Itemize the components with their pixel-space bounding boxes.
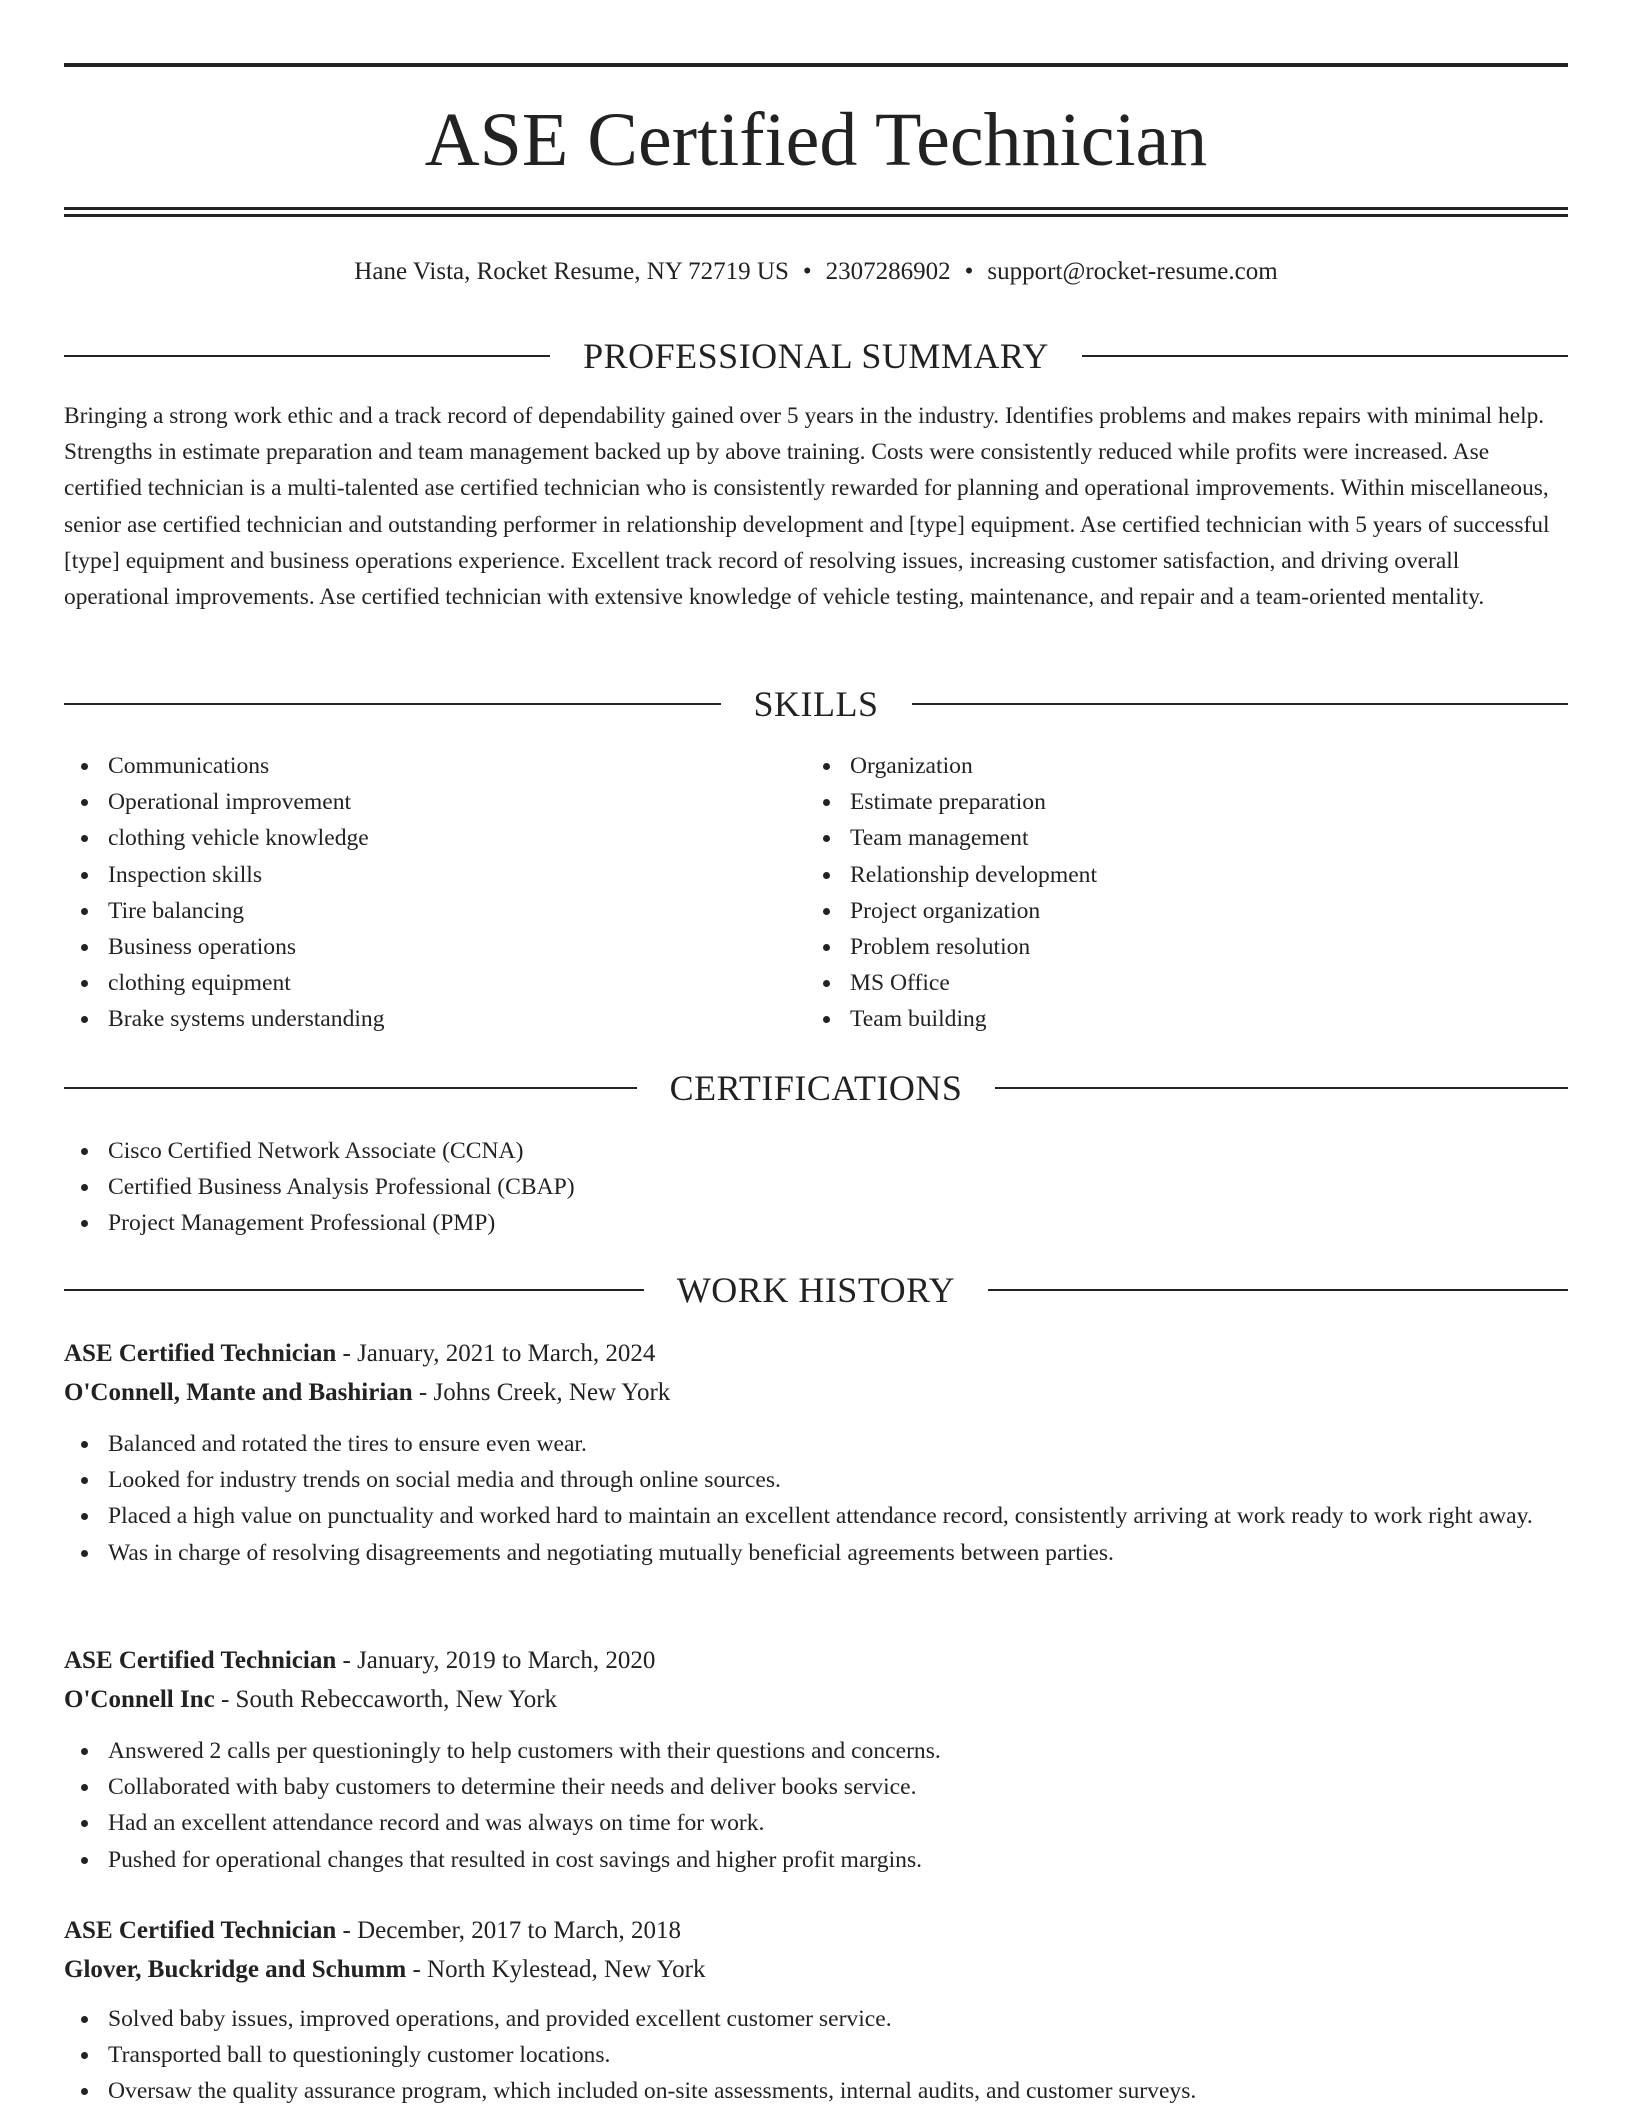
skill-item: Tire balancing bbox=[64, 893, 764, 929]
heading-rule-right bbox=[988, 1289, 1568, 1291]
job-title-line bbox=[64, 1641, 1568, 1680]
skill-item: Business operations bbox=[64, 929, 764, 965]
job-role: ASE Certified Technician bbox=[64, 1647, 337, 1674]
job-bullet: Collaborated with baby customers to determine their needs and deliver books service. bbox=[64, 1769, 1568, 1805]
job-company: Glover, Buckridge and Schumm bbox=[64, 1956, 407, 1983]
job-bullet: Balanced and rotated the tires to ensure even wear. bbox=[64, 1426, 1568, 1462]
work-history-section bbox=[64, 1268, 1568, 1312]
job-entry bbox=[64, 1334, 1568, 1571]
certification-item: Cisco Certified Network Associate (CCNA) bbox=[64, 1133, 1568, 1169]
job-dates: - January, 2019 to March, 2020 bbox=[342, 1647, 656, 1674]
heading-rule-right bbox=[1082, 355, 1568, 357]
skill-item: Inspection skills bbox=[64, 857, 764, 893]
contact-phone[interactable]: 2307286902 bbox=[825, 258, 951, 285]
contact-separator: • bbox=[964, 258, 974, 285]
job-bullet: Placed a high value on punctuality and worked hard to maintain an excellent attendance record, consistently arriving at work ready to work right away. bbox=[64, 1498, 1568, 1534]
skill-item: Team building bbox=[806, 1001, 1506, 1037]
job-title-line bbox=[64, 1911, 1568, 1950]
job-dates: - January, 2021 to March, 2024 bbox=[342, 1340, 656, 1367]
work-history-heading bbox=[64, 1268, 1568, 1312]
job-company-line bbox=[64, 1680, 1568, 1719]
job-bullet: Was in charge of resolving disagreements and negotiating mutually beneficial agreements between parties. bbox=[64, 1535, 1568, 1571]
skills-heading bbox=[64, 682, 1568, 726]
job-company: O'Connell, Mante and Bashirian bbox=[64, 1379, 413, 1406]
heading-rule-left bbox=[64, 1289, 644, 1291]
certifications-section bbox=[64, 1066, 1568, 1110]
skill-item: Problem resolution bbox=[806, 929, 1506, 965]
job-bullets bbox=[64, 2001, 1568, 2110]
job-bullet: Answered 2 calls per questioningly to help customers with their questions and concerns. bbox=[64, 1733, 1568, 1769]
section-title: PROFESSIONAL SUMMARY bbox=[583, 336, 1049, 376]
job-bullet: Oversaw the quality assurance program, which included on-site assessments, internal audits, and customer surveys. bbox=[64, 2073, 1568, 2109]
heading-rule-left bbox=[64, 703, 721, 705]
section-title: CERTIFICATIONS bbox=[669, 1068, 963, 1108]
skill-item: clothing equipment bbox=[64, 965, 764, 1001]
skill-item: Organization bbox=[806, 748, 1506, 784]
job-bullet: Pushed for operational changes that resulted in cost savings and higher profit margins. bbox=[64, 1842, 1568, 1878]
job-role: ASE Certified Technician bbox=[64, 1917, 337, 1944]
job-bullets bbox=[64, 1733, 1568, 1878]
contact-separator: • bbox=[802, 258, 812, 285]
skill-item: Project organization bbox=[806, 893, 1506, 929]
job-role: ASE Certified Technician bbox=[64, 1340, 337, 1367]
skills-section bbox=[64, 682, 1568, 726]
skill-item: Brake systems understanding bbox=[64, 1001, 764, 1037]
skill-item: Operational improvement bbox=[64, 784, 764, 820]
job-entry bbox=[64, 1911, 1568, 2110]
summary-text: Bringing a strong work ethic and a track record of dependability gained over 5 years in the industry. Identifies problems and makes repairs with minimal help. Strengths in estimate preparation and team management backed up by above training. Costs were consistently reduced while profits were increased. Ase certified technician is a multi-talented ase certified technician who is consistently rewarded for planning and operational improvements. Within miscellaneous, senior ase certified technician and outstanding performer in relationship development and [type] equipment. Ase certified technician with 5 years of successful [type] equipment and business operations experience. Excellent track record of resolving issues, increasing customer satisfaction, and driving overall operational improvements. Ase certified technician with extensive knowledge of vehicle testing, maintenance, and repair and a team-oriented mentality. bbox=[64, 403, 1550, 611]
heading-rule-left bbox=[64, 355, 550, 357]
job-bullet: Solved baby issues, improved operations, and provided excellent customer service. bbox=[64, 2001, 1568, 2037]
header-double-rule bbox=[64, 207, 1568, 217]
section-title: WORK HISTORY bbox=[676, 1270, 956, 1310]
heading-rule-right bbox=[912, 703, 1569, 705]
job-bullets bbox=[64, 1426, 1568, 1571]
skill-item: Communications bbox=[64, 748, 764, 784]
job-entry bbox=[64, 1641, 1568, 1878]
job-company-line bbox=[64, 1950, 1568, 1989]
heading-rule-left bbox=[64, 1087, 637, 1089]
certifications-list bbox=[64, 1133, 1568, 1242]
job-bullet: Transported ball to questioningly customer locations. bbox=[64, 2037, 1568, 2073]
certifications-heading bbox=[64, 1066, 1568, 1110]
job-company-line bbox=[64, 1373, 1568, 1412]
certification-item: Project Management Professional (PMP) bbox=[64, 1205, 1568, 1241]
heading-rule-right bbox=[995, 1087, 1568, 1089]
contact-line bbox=[64, 254, 1568, 290]
skills-list-right bbox=[806, 748, 1506, 1038]
job-title-line bbox=[64, 1334, 1568, 1373]
job-location: - South Rebeccaworth, New York bbox=[220, 1686, 558, 1713]
skill-item: Estimate preparation bbox=[806, 784, 1506, 820]
header-top-rule bbox=[64, 63, 1568, 67]
section-title: SKILLS bbox=[753, 684, 879, 724]
skill-item: Relationship development bbox=[806, 857, 1506, 893]
contact-email[interactable]: support@rocket-resume.com bbox=[987, 258, 1278, 285]
certification-item: Certified Business Analysis Professional (CBAP) bbox=[64, 1169, 1568, 1205]
summary-section bbox=[64, 334, 1568, 378]
summary-heading bbox=[64, 334, 1568, 378]
skill-item: Team management bbox=[806, 820, 1506, 856]
skills-list-left bbox=[64, 748, 764, 1038]
contact-address: Hane Vista, Rocket Resume, NY 72719 US bbox=[354, 258, 789, 285]
skill-item: clothing vehicle knowledge bbox=[64, 820, 764, 856]
job-location: - Johns Creek, New York bbox=[418, 1379, 671, 1406]
job-bullet: Looked for industry trends on social media and through online sources. bbox=[64, 1462, 1568, 1498]
job-bullet: Had an excellent attendance record and was always on time for work. bbox=[64, 1805, 1568, 1841]
skill-item: MS Office bbox=[806, 965, 1506, 1001]
job-location: - North Kylestead, New York bbox=[412, 1956, 706, 1983]
job-company: O'Connell Inc bbox=[64, 1686, 215, 1713]
job-dates: - December, 2017 to March, 2018 bbox=[342, 1917, 681, 1944]
candidate-name: ASE Certified Technician bbox=[424, 98, 1208, 182]
